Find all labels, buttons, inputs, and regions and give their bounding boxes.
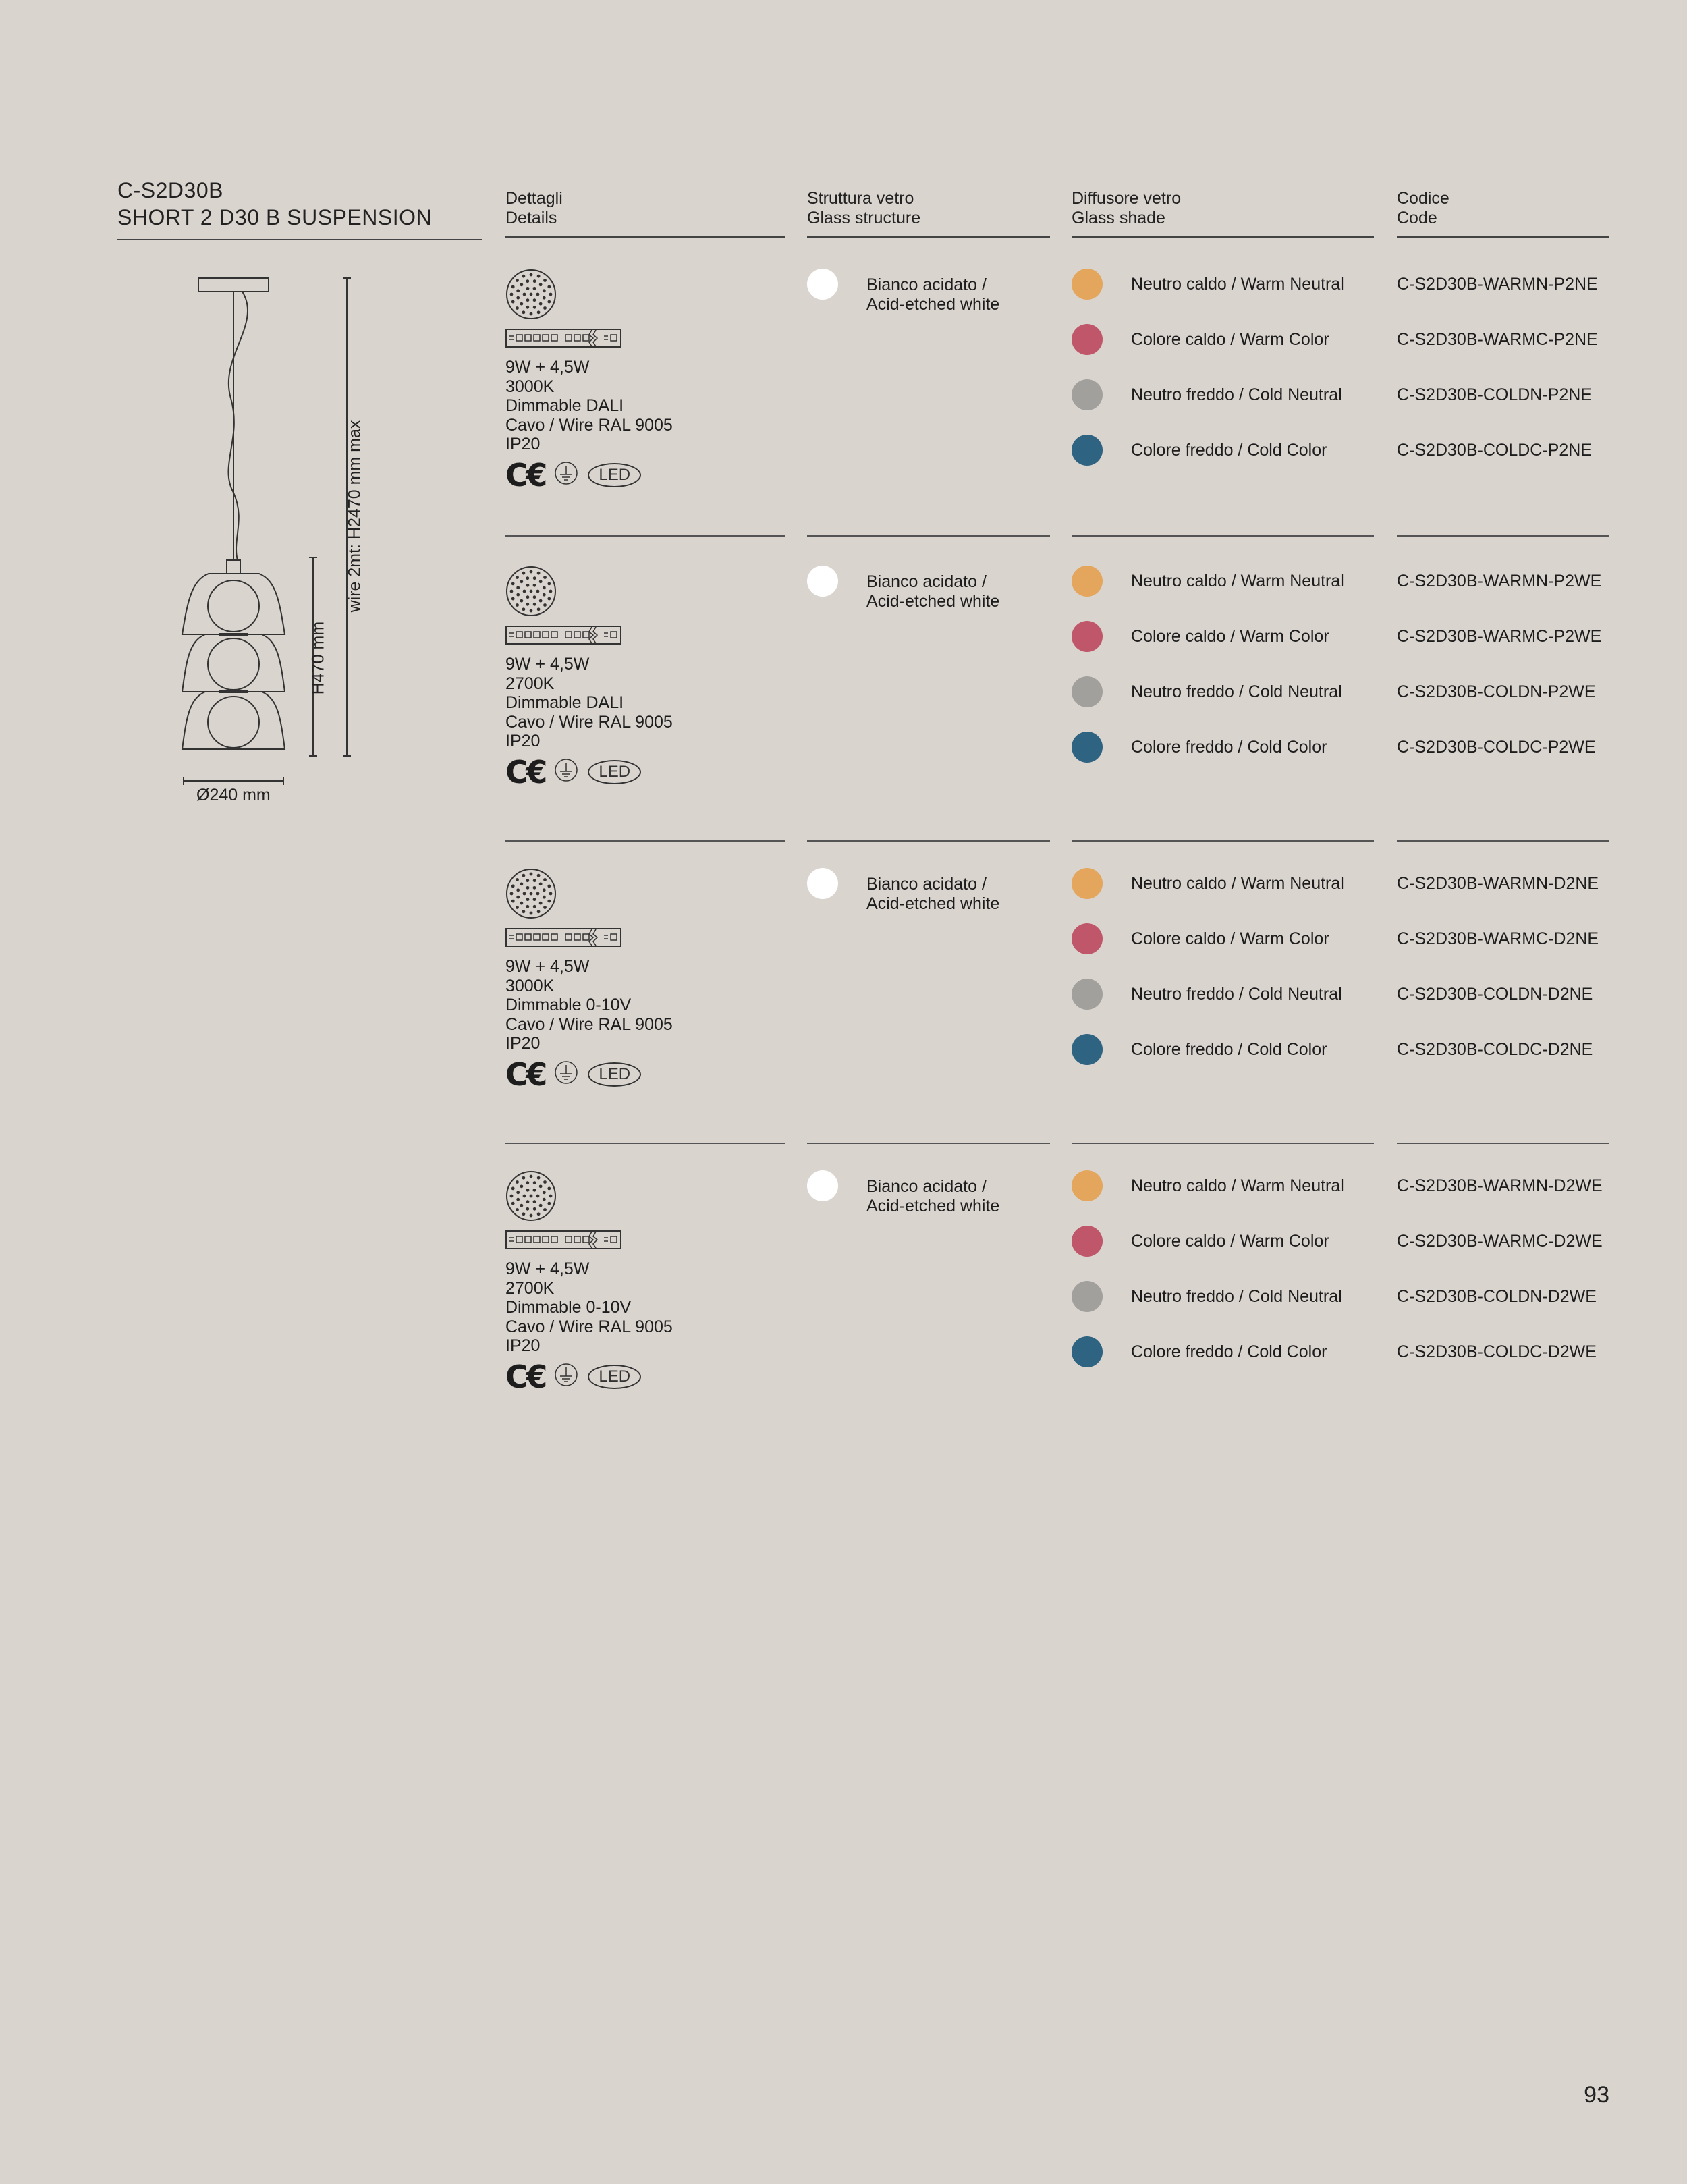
glass-shade-option — [1072, 1170, 1375, 1201]
shade-color-swatch — [1072, 923, 1103, 954]
product-code: C-S2D30B-WARMC-D2NE — [1397, 929, 1599, 948]
shade-label: Neutro freddo / Cold Neutral — [1131, 682, 1342, 701]
wire-length-label: wire 2mt: H2470 mm max — [345, 420, 364, 613]
glass-shade-cell — [1072, 868, 1375, 1089]
product-title-block — [117, 177, 482, 240]
glass-shade-option — [1072, 979, 1375, 1010]
product-code-title: C-S2D30B — [117, 178, 223, 202]
glass-structure-label — [866, 275, 999, 315]
glass-structure-swatch — [807, 868, 838, 899]
row-divider — [1072, 840, 1374, 842]
ce-mark-icon: C € — [505, 456, 545, 493]
shade-color-swatch — [1072, 868, 1103, 899]
glass-structure-label — [866, 875, 999, 914]
glass-shade-option — [1072, 676, 1375, 707]
product-code: C-S2D30B-WARMC-P2WE — [1397, 626, 1602, 646]
ground-icon — [554, 1363, 578, 1390]
product-code: C-S2D30B-WARMC-D2WE — [1397, 1231, 1603, 1251]
glass-shade-option — [1072, 868, 1375, 899]
shade-color-swatch — [1072, 1336, 1103, 1367]
height-label: H470 mm — [308, 621, 328, 695]
spec-list — [505, 1259, 789, 1356]
led-badge: LED — [588, 1062, 641, 1087]
row-divider — [1072, 535, 1374, 537]
glass-shade-cell — [1072, 566, 1375, 787]
spec-line: 2700K — [505, 1278, 555, 1298]
ce-mark-icon: C € — [505, 1358, 545, 1395]
details-cell — [505, 566, 789, 788]
shade-label: Colore freddo / Cold Color — [1131, 1342, 1327, 1361]
shade-label: Colore freddo / Cold Color — [1131, 737, 1327, 757]
shade-color-swatch — [1072, 1034, 1103, 1065]
product-variant-row — [0, 566, 1687, 863]
header-glass-structure — [807, 189, 1050, 238]
led-strip-icon — [505, 626, 789, 648]
code-cell — [1397, 566, 1613, 787]
glass-structure-label-en: Acid-etched white — [866, 295, 1000, 314]
spec-line: Dimmable DALI — [505, 693, 624, 712]
led-strip-icon — [505, 1230, 789, 1253]
ground-icon — [554, 461, 578, 489]
glass-shade-option — [1072, 379, 1375, 410]
shade-label: Colore caldo / Warm Color — [1131, 929, 1329, 948]
shade-label: Neutro caldo / Warm Neutral — [1131, 274, 1344, 294]
certification-badges — [505, 1056, 789, 1093]
glass-shade-option — [1072, 435, 1375, 466]
product-code: C-S2D30B-WARMN-D2WE — [1397, 1176, 1603, 1195]
row-divider — [505, 1143, 785, 1144]
led-badge: LED — [588, 463, 641, 487]
spec-line: 9W + 4,5W — [505, 957, 590, 976]
product-code: C-S2D30B-WARMN-P2WE — [1397, 571, 1602, 591]
shade-color-swatch — [1072, 979, 1103, 1010]
glass-structure-cell — [807, 868, 1050, 914]
spec-line: Cavo / Wire RAL 9005 — [505, 415, 673, 435]
spec-list — [505, 358, 789, 454]
glass-shade-option — [1072, 1336, 1375, 1367]
glass-structure-label — [866, 1177, 999, 1216]
row-divider — [807, 535, 1050, 537]
header-glass-structure-en: Glass structure — [807, 209, 921, 227]
product-code: C-S2D30B-WARMC-P2NE — [1397, 329, 1598, 349]
row-divider — [807, 1143, 1050, 1144]
product-code: C-S2D30B-COLDN-D2WE — [1397, 1286, 1597, 1306]
glass-structure-label-en: Acid-etched white — [866, 592, 1000, 611]
header-details-it: Dettagli — [505, 189, 563, 208]
code-cell — [1397, 1170, 1613, 1392]
product-code: C-S2D30B-WARMN-P2NE — [1397, 274, 1598, 294]
product-variant-row — [0, 868, 1687, 1165]
glass-shade-cell — [1072, 1170, 1375, 1392]
certification-badges — [505, 456, 789, 493]
shade-color-swatch — [1072, 676, 1103, 707]
header-glass-shade-en: Glass shade — [1072, 209, 1165, 227]
product-code: C-S2D30B-COLDN-D2NE — [1397, 984, 1593, 1004]
shade-color-swatch — [1072, 621, 1103, 652]
header-details-en: Details — [505, 209, 557, 227]
shade-label: Colore freddo / Cold Color — [1131, 1039, 1327, 1059]
glass-structure-cell — [807, 1170, 1050, 1216]
product-variant-row — [0, 1170, 1687, 1467]
ground-icon — [554, 758, 578, 786]
shade-label: Neutro caldo / Warm Neutral — [1131, 571, 1344, 591]
product-code: C-S2D30B-WARMN-D2NE — [1397, 873, 1599, 893]
spec-line: Dimmable 0-10V — [505, 995, 632, 1014]
glass-shade-option — [1072, 324, 1375, 355]
row-divider — [505, 840, 785, 842]
spec-line: 3000K — [505, 976, 555, 995]
shade-label: Neutro freddo / Cold Neutral — [1131, 385, 1342, 404]
certification-badges — [505, 753, 789, 790]
row-divider — [1072, 1143, 1374, 1144]
row-divider — [505, 535, 785, 537]
spec-line: IP20 — [505, 1336, 541, 1355]
certification-badges — [505, 1358, 789, 1395]
glass-structure-label-it: Bianco acidato / — [866, 275, 987, 294]
page-number: 93 — [1584, 2082, 1609, 2108]
shade-label: Colore caldo / Warm Color — [1131, 626, 1329, 646]
shade-color-swatch — [1072, 379, 1103, 410]
product-code: C-S2D30B-COLDN-P2WE — [1397, 682, 1596, 701]
details-cell — [505, 1170, 789, 1395]
glass-shade-option — [1072, 923, 1375, 954]
glass-shade-option — [1072, 1281, 1375, 1312]
product-code: C-S2D30B-COLDC-D2WE — [1397, 1342, 1597, 1361]
code-cell — [1397, 868, 1613, 1089]
details-cell — [505, 868, 789, 1093]
spec-list — [505, 655, 789, 751]
header-glass-shade-it: Diffusore vetro — [1072, 189, 1182, 208]
spec-line: Dimmable 0-10V — [505, 1298, 632, 1317]
spec-line: IP20 — [505, 732, 541, 750]
row-divider — [807, 840, 1050, 842]
glass-structure-label-it: Bianco acidato / — [866, 875, 987, 894]
glass-shade-option — [1072, 566, 1375, 597]
shade-label: Neutro caldo / Warm Neutral — [1131, 1176, 1344, 1195]
header-code-en: Code — [1397, 209, 1437, 227]
header-glass-structure-it: Struttura vetro — [807, 189, 914, 208]
product-name-title: SHORT 2 D30 B SUSPENSION — [117, 205, 433, 229]
spec-line: 9W + 4,5W — [505, 358, 590, 377]
glass-shade-option — [1072, 1034, 1375, 1065]
ce-mark-icon: C € — [505, 1056, 545, 1093]
shade-label: Colore freddo / Cold Color — [1131, 440, 1327, 460]
glass-structure-swatch — [807, 566, 838, 597]
led-array-icon — [505, 868, 789, 923]
product-code: C-S2D30B-COLDN-P2NE — [1397, 385, 1592, 404]
diameter-label: Ø240 mm — [196, 786, 271, 804]
glass-shade-option — [1072, 269, 1375, 300]
shade-color-swatch — [1072, 269, 1103, 300]
glass-structure-cell — [807, 566, 1050, 611]
glass-shade-option — [1072, 621, 1375, 652]
glass-structure-label — [866, 572, 999, 611]
glass-shade-option — [1072, 732, 1375, 763]
shade-label: Neutro caldo / Warm Neutral — [1131, 873, 1344, 893]
ground-icon — [554, 1060, 578, 1088]
code-cell — [1397, 269, 1613, 490]
spec-line: Cavo / Wire RAL 9005 — [505, 1014, 673, 1034]
spec-line: Cavo / Wire RAL 9005 — [505, 1317, 673, 1336]
glass-structure-swatch — [807, 1170, 838, 1201]
shade-label: Colore caldo / Warm Color — [1131, 1231, 1329, 1251]
glass-structure-label-it: Bianco acidato / — [866, 1177, 987, 1196]
details-cell — [505, 269, 789, 491]
glass-shade-cell — [1072, 269, 1375, 490]
shade-color-swatch — [1072, 1170, 1103, 1201]
led-strip-icon — [505, 329, 789, 351]
glass-structure-label-en: Acid-etched white — [866, 1197, 1000, 1216]
shade-color-swatch — [1072, 1281, 1103, 1312]
spec-list — [505, 957, 789, 1054]
led-array-icon — [505, 269, 789, 323]
product-variant-row — [0, 269, 1687, 566]
led-badge: LED — [588, 1365, 641, 1389]
spec-line: 9W + 4,5W — [505, 655, 590, 674]
spec-line: 3000K — [505, 377, 555, 396]
glass-structure-label-it: Bianco acidato / — [866, 572, 987, 591]
shade-color-swatch — [1072, 566, 1103, 597]
spec-line: Cavo / Wire RAL 9005 — [505, 712, 673, 732]
row-divider — [1397, 535, 1609, 537]
product-code: C-S2D30B-COLDC-P2WE — [1397, 737, 1596, 757]
led-badge: LED — [588, 760, 641, 784]
glass-structure-cell — [807, 269, 1050, 315]
shade-label: Colore caldo / Warm Color — [1131, 329, 1329, 349]
shade-label: Neutro freddo / Cold Neutral — [1131, 984, 1342, 1004]
spec-line: Dimmable DALI — [505, 396, 624, 415]
header-details — [505, 189, 785, 238]
product-code: C-S2D30B-COLDC-P2NE — [1397, 440, 1592, 460]
spec-line: 2700K — [505, 674, 555, 693]
glass-shade-option — [1072, 1226, 1375, 1257]
glass-structure-label-en: Acid-etched white — [866, 894, 1000, 913]
row-divider — [1397, 1143, 1609, 1144]
header-code-it: Codice — [1397, 189, 1449, 208]
header-glass-shade — [1072, 189, 1374, 238]
spec-line: 9W + 4,5W — [505, 1259, 590, 1278]
spec-line: IP20 — [505, 1034, 541, 1053]
led-array-icon — [505, 1170, 789, 1225]
glass-structure-swatch — [807, 269, 838, 300]
led-array-icon — [505, 566, 789, 620]
shade-label: Neutro freddo / Cold Neutral — [1131, 1286, 1342, 1306]
led-strip-icon — [505, 928, 789, 950]
shade-color-swatch — [1072, 1226, 1103, 1257]
product-code: C-S2D30B-COLDC-D2NE — [1397, 1039, 1593, 1059]
row-divider — [1397, 840, 1609, 842]
ce-mark-icon: C € — [505, 753, 545, 790]
spec-line: IP20 — [505, 435, 541, 454]
header-code — [1397, 189, 1609, 238]
shade-color-swatch — [1072, 435, 1103, 466]
shade-color-swatch — [1072, 324, 1103, 355]
shade-color-swatch — [1072, 732, 1103, 763]
